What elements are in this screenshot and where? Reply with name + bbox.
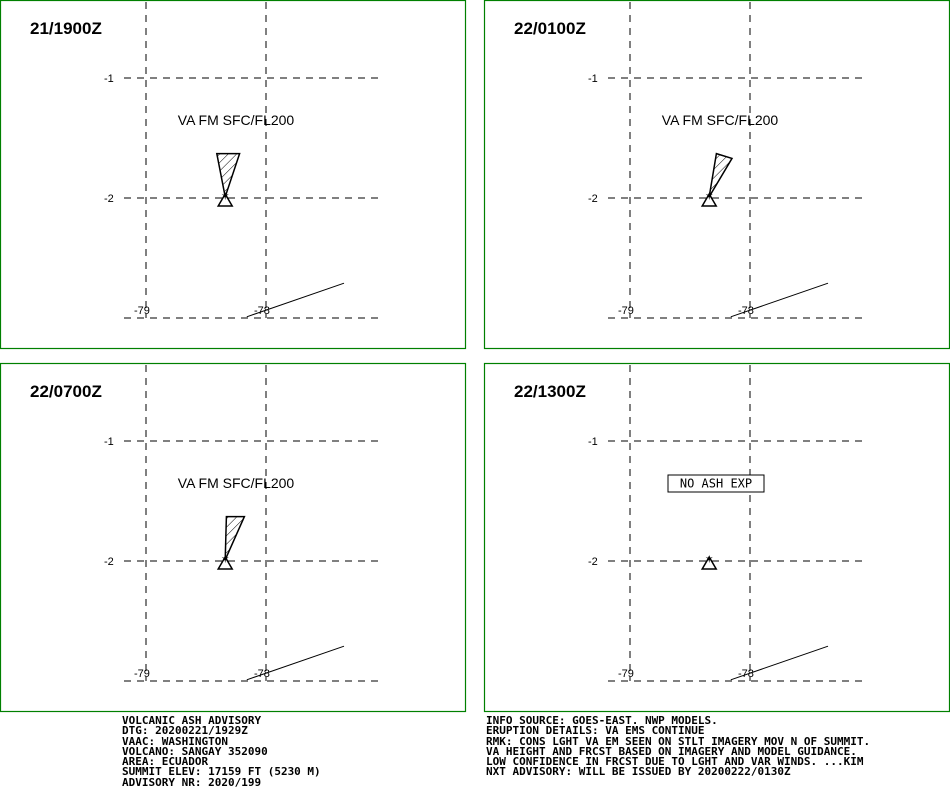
advisory-right-line: NXT ADVISORY: WILL BE ISSUED BY 20200222/0130Z: [486, 765, 791, 779]
ash-area-label: VA FM SFC/FL200: [177, 112, 295, 128]
map-panel: [1, 364, 466, 712]
advisory-right-line: RMK: CONS LGHT VA EM SEEN ON STLT IMAGERY MOV N OF SUMMIT.: [486, 734, 871, 748]
latitude-tick-label: -2: [588, 556, 598, 568]
advisory-text-right: [486, 716, 870, 778]
latitude-tick-label: -1: [104, 436, 114, 448]
advisory-left-line: AREA: ECUADOR: [122, 755, 209, 769]
advisory-left-line: ADVISORY NR: 2020/199: [122, 775, 262, 789]
advisory-right-line: VA HEIGHT AND FRCST BASED ON IMAGERY AND MODEL GUIDANCE.: [486, 744, 857, 758]
coastline: [731, 646, 828, 680]
longitude-tick-label: -78: [254, 305, 270, 317]
map-panel: [485, 364, 950, 712]
coastline: [247, 646, 344, 680]
map-panel: [485, 1, 950, 349]
advisory-left-line: VOLCANO: SANGAY 352090: [122, 744, 268, 758]
forecast-time: 22/0700Z: [30, 382, 102, 401]
longitude-tick-label: -78: [738, 305, 754, 317]
advisory-left-line: DTG: 20200221/1929Z: [122, 724, 248, 738]
advisory-right-line: LOW CONFIDENCE IN FRCST DUE TO LGHT AND VAR WINDS. ...KIM: [486, 755, 864, 769]
longitude-tick-label: -78: [738, 668, 754, 680]
forecast-time: 22/0100Z: [514, 19, 586, 38]
latitude-tick-label: -1: [104, 73, 114, 85]
ash-area-label: VA FM SFC/FL200: [661, 112, 779, 128]
coastline: [247, 283, 344, 317]
panel-border: [485, 364, 950, 712]
longitude-tick-label: -79: [618, 668, 634, 680]
advisory-right-line: INFO SOURCE: GOES-EAST. NWP MODELS.: [486, 714, 718, 727]
map-panel: [1, 1, 466, 349]
latitude-tick-label: -2: [104, 556, 114, 568]
advisory-text-left: [122, 716, 321, 788]
eruption-star-icon: ✶: [704, 554, 714, 566]
latitude-tick-label: -2: [104, 193, 114, 205]
forecast-time: 21/1900Z: [30, 19, 102, 38]
advisory-left-line: VOLCANIC ASH ADVISORY: [122, 714, 262, 727]
advisory-left-line: SUMMIT ELEV: 17159 FT (5230 M): [122, 765, 321, 779]
longitude-tick-label: -79: [134, 305, 150, 317]
ash-area-label: NO ASH EXP: [679, 476, 753, 491]
longitude-tick-label: -79: [134, 668, 150, 680]
longitude-tick-label: -79: [618, 305, 634, 317]
eruption-star-icon: ✶: [220, 554, 230, 566]
latitude-tick-label: -2: [588, 193, 598, 205]
eruption-star-icon: ✶: [704, 191, 714, 203]
advisory-left-line: VAAC: WASHINGTON: [122, 734, 228, 748]
ash-area-label: VA FM SFC/FL200: [177, 475, 295, 491]
eruption-star-icon: ✶: [220, 191, 230, 203]
longitude-tick-label: -78: [254, 668, 270, 680]
forecast-time: 22/1300Z: [514, 382, 586, 401]
latitude-tick-label: -1: [588, 436, 598, 448]
advisory-right-line: ERUPTION DETAILS: VA EMS CONTINUE: [486, 724, 705, 738]
coastline: [731, 283, 828, 317]
latitude-tick-label: -1: [588, 73, 598, 85]
